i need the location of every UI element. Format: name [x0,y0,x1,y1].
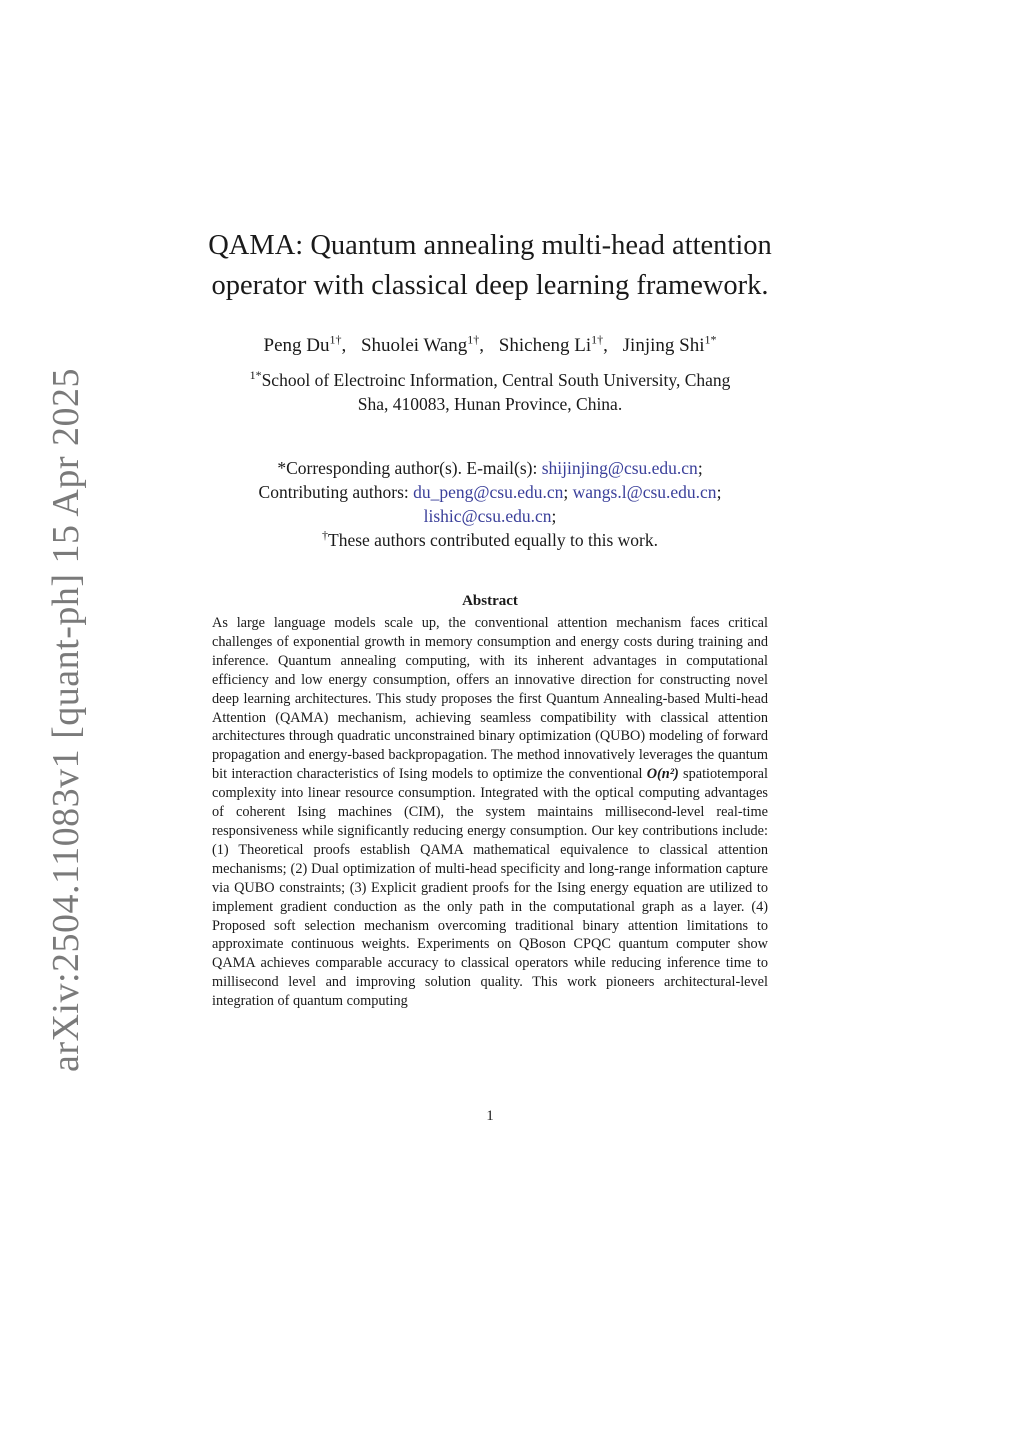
email-separator: ; [551,506,557,526]
contact-block [170,456,810,552]
author-mark: 1† [467,332,480,347]
abstract-paragraph [212,614,768,1011]
affiliation-line-2: Sha, 410083, Hunan Province, China. [357,394,623,414]
contributing-email-link[interactable]: lishic@csu.edu.cn [423,506,552,526]
abstract-heading: Abstract [462,593,518,609]
contributing-email-link[interactable]: du_peng@csu.edu.cn [413,482,564,502]
author-entry [498,332,608,356]
corresponding-author-line [170,456,810,480]
equal-contribution-note [170,528,810,552]
equal-contribution-mark: † [322,528,328,543]
title-line-1: QAMA: Quantum annealing multi-head attention [208,230,772,261]
author-mark: 1† [591,332,604,347]
title-line-2: operator with classical deep learning framework. [211,270,769,301]
abstract-body [212,614,768,1011]
contributing-authors-line [170,480,810,504]
author-name: Shuolei Wang [360,335,468,356]
contributing-label: Contributing authors: [258,482,409,502]
contributing-email-link[interactable]: wangs.l@csu.edu.cn [572,482,717,502]
paper-title [170,226,810,306]
affiliation-text-1: School of Electroinc Information, Central South University, Chang [261,370,731,390]
author-separator: , [603,335,608,356]
affiliation [190,368,790,416]
page-number: 1 [486,1108,494,1124]
email-separator: ; [697,458,703,478]
author-list [150,333,830,359]
author-name: Shicheng Li [498,335,592,356]
affiliation-mark: 1* [249,368,262,383]
abstract-text-part-1: As large language models scale up, the conventional attention mechanism faces critical challenges of exponential growth in memory consumption and energy costs during training and inference. Quantum annealing computing, with its inherent advantages in computational efficiency and low energy consumption, offers an innovative direction for constructing novel deep learning architectures. This study proposes the first Quantum Annealing-based Multi-head Attention (QAMA) mechanism, achieving seamless compatibility with classical attention architectures through quadratic unconstrained binary optimization (QUBO) modeling of forward propagation and energy-based backpropagation. The method innovatively leverages the quantum bit interaction characteristics of Ising models to optimize the conventional [212,615,768,783]
arxiv-identifier-stamp: arXiv:2504.11083v1 [quant-ph] 15 Apr 2025 [45,367,87,1073]
corresponding-label: *Corresponding author(s). E-mail(s): [277,458,538,478]
complexity-formula: O(n²) [646,766,679,783]
email-separator: ; [563,482,569,502]
author-mark: 1* [704,332,717,347]
corresponding-email-link[interactable]: shijinjing@csu.edu.cn [541,458,698,478]
author-entry [263,332,347,356]
author-entry [622,332,717,356]
author-separator: , [341,335,347,356]
author-name: Jinjing Shi [622,335,705,356]
abstract-text-part-2: spatiotemporal complexity into linear resource consumption. Integrated with the optical computing advantages of coherent Ising machines (CIM), the system maintains millisecond-level real-time responsiveness while significantly reducing energy consumption. Our key contributions include: (1) Theoretical proofs establish QAMA mathematical equivalence to classical attention mechanisms; (2) Dual optimization of multi-head specificity and long-range information capture via QUBO constraints; (3) Explicit gradient proofs for the Ising energy equation are utilized to implement gradient conduction as the only path in the computational graph as a layer. (4) Proposed soft selection mechanism overcoming traditional binary attention limitations to approximate continuous weights. Experiments on QBoson CPQC quantum computer show QAMA achieves comparable accuracy to classical operators while reducing inference time to millisecond level and improving solution quality. This work pioneers architectural-level integration of quantum computing [212,766,768,1010]
affiliation-line-1 [190,368,790,392]
author-name: Peng Du [263,335,330,356]
author-entry [360,332,485,356]
author-mark: 1† [329,332,342,347]
email-separator: ; [716,482,722,502]
equal-contribution-text: These authors contributed equally to this work. [328,530,658,550]
author-separator: , [479,335,485,356]
contributing-authors-line-2 [170,504,810,528]
